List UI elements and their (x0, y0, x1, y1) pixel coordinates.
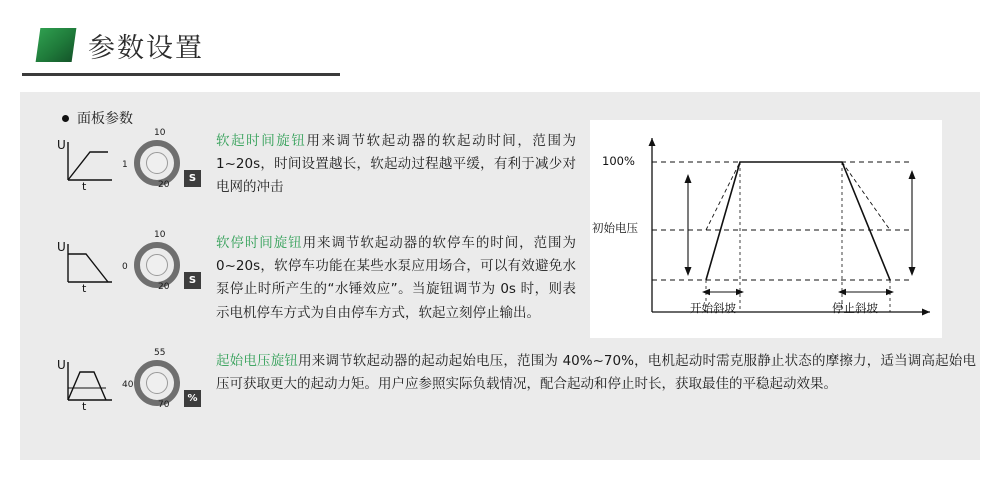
knob-min-label: 0 (122, 262, 128, 272)
knob-mid-label: 10 (154, 230, 166, 240)
knob-max-label: 20 (158, 180, 170, 190)
svg-text:t: t (82, 400, 87, 412)
voltage-ramp-down-graph-icon (56, 238, 116, 294)
soft-start-waveform-figure (590, 120, 942, 338)
bullet-dot-icon (62, 115, 69, 122)
figure-label-stop-ramp: 停止斜坡 (832, 301, 878, 315)
soft-stop-icon-block (56, 232, 206, 304)
parameter-panel (20, 92, 980, 460)
voltage-ramp-up-graph-icon (56, 136, 116, 192)
knob-inner-icon (146, 152, 168, 174)
section-heading (62, 108, 133, 128)
knob-unit-badge: % (184, 390, 201, 407)
initial-voltage-term: 起始电压旋钮 (216, 353, 299, 369)
voltage-trapezoid-graph-icon (56, 356, 116, 412)
header-divider (22, 73, 340, 76)
knob-min-label: 40 (122, 380, 134, 390)
svg-text:t: t (82, 180, 87, 192)
waveform-diagram (590, 120, 942, 338)
initial-voltage-icon-block (56, 350, 206, 422)
initial-voltage-knob[interactable] (118, 350, 204, 420)
parameter-row-initial-voltage (20, 350, 980, 455)
knob-min-label: 1 (122, 160, 128, 170)
knob-max-label: 70 (158, 400, 170, 410)
soft-start-icon-block (56, 130, 206, 202)
soft-start-body: 用来调节软起动器的软起动时间，范围为1~20s，时间设置越长，软起动过程越平缓，有利于减少对电网的冲击 (216, 133, 577, 196)
knob-ring-icon (134, 242, 180, 288)
svg-text:U: U (57, 240, 66, 254)
figure-label-start-ramp: 开始斜坡 (690, 301, 736, 315)
soft-stop-description (216, 232, 576, 325)
knob-inner-icon (146, 372, 168, 394)
initial-voltage-description (216, 350, 976, 396)
figure-label-initial-voltage: 初始电压 (592, 221, 638, 235)
soft-stop-body: 用来调节软起动器的软停车的时间，范围为0~20s，软停车功能在某些水泵应用场合，可以有效避免水泵停止时所产生的“水锤效应”。当旋钮调节为 0s 时，则表示电机停车方式为自由停车方式，软起立刻停止输出。 (216, 235, 576, 321)
knob-ring-icon (134, 360, 180, 406)
knob-mid-label: 55 (154, 348, 166, 358)
svg-text:U: U (57, 138, 66, 152)
soft-start-knob[interactable] (118, 130, 204, 200)
svg-text:U: U (57, 358, 66, 372)
knob-mid-label: 10 (154, 128, 166, 138)
knob-unit-badge: S (184, 272, 201, 289)
knob-unit-badge: S (184, 170, 201, 187)
knob-ring-icon (134, 140, 180, 186)
header-accent-square (36, 28, 77, 62)
soft-stop-knob[interactable] (118, 232, 204, 302)
soft-stop-term: 软停时间旋钮 (216, 235, 303, 251)
knob-max-label: 20 (158, 282, 170, 292)
soft-start-description (216, 130, 576, 200)
soft-start-term: 软起时间旋钮 (216, 133, 307, 149)
page-header (0, 0, 1000, 86)
section-heading-label: 面板参数 (77, 111, 133, 127)
svg-text:t: t (82, 282, 87, 294)
figure-label-100-percent: 100% (602, 154, 635, 168)
page-title: 参数设置 (88, 33, 204, 64)
initial-voltage-body: 用来调节软起动器的起动起始电压，范围为 40%~70%，电机起动时需克服静止状态的摩擦力，适当调高起始电压可获取更大的起动力矩。用户应参照实际负载情况，配合起动和停止时长，获取最佳的平稳起动效果。 (216, 353, 976, 393)
knob-inner-icon (146, 254, 168, 276)
